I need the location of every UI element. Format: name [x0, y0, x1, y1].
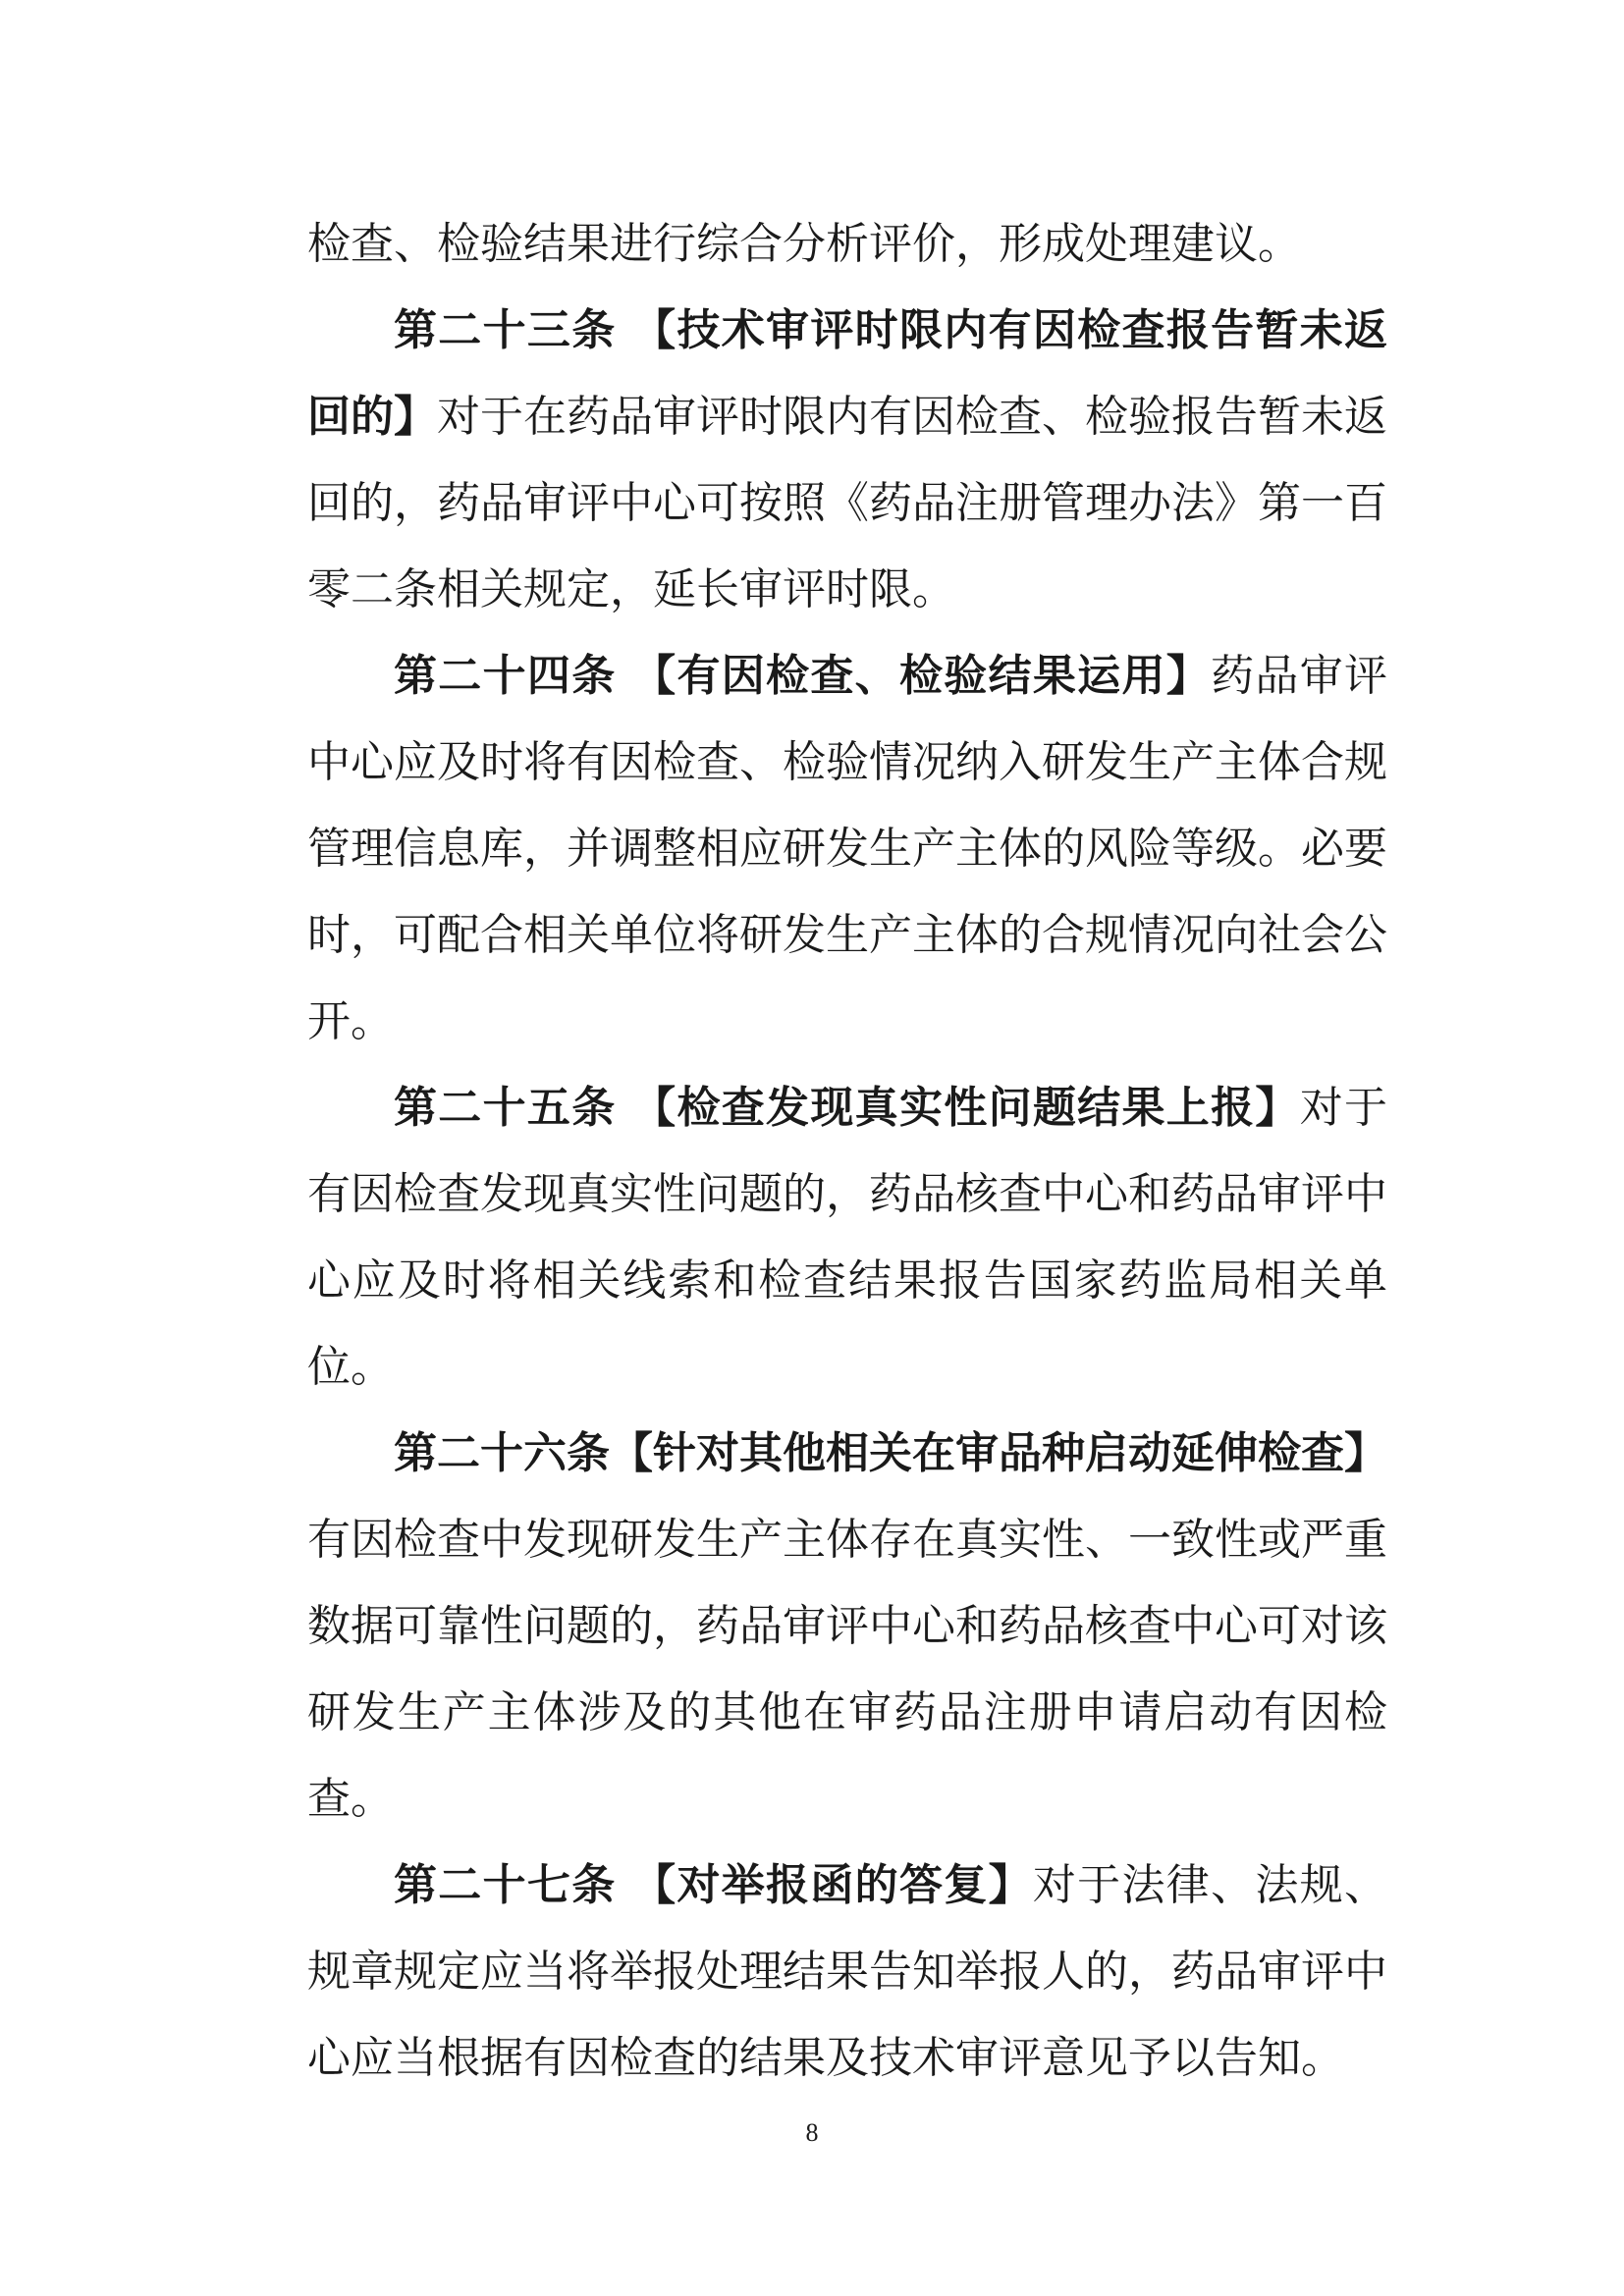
text-line [307, 1065, 1387, 1151]
article-text: 有因检查发现真实性问题的，药品核查中心和药品审评中 [307, 1169, 1387, 1219]
article-heading: 第二十七条 【对举报函的答复】 [394, 1860, 1033, 1910]
text-line [307, 1756, 1387, 1842]
text-line [307, 1238, 1387, 1324]
text-line [307, 374, 1387, 460]
article-heading: 第二十三条 【技术审评时限内有因检查报告暂未返 [394, 305, 1387, 355]
article-text: 数据可靠性问题的，药品审评中心和药品核查中心可对该 [307, 1601, 1387, 1651]
article-text: 对于法律、法规、 [1032, 1860, 1387, 1910]
text-line [307, 288, 1387, 374]
text-line [307, 1670, 1387, 1756]
text-line [307, 892, 1387, 979]
text-line [307, 1497, 1387, 1583]
article-paragraph [307, 633, 1387, 1065]
page-number: 8 [805, 2118, 819, 2147]
article-text: 检查、检验结果进行综合分析评价，形成处理建议。 [307, 219, 1301, 269]
text-line [307, 460, 1387, 547]
text-line [307, 2015, 1387, 2102]
article-text: 时，可配合相关单位将研发生产主体的合规情况向社会公 [307, 910, 1387, 960]
text-line [307, 1324, 1387, 1411]
article-text: 药品审评 [1211, 651, 1388, 701]
article-paragraph [307, 1065, 1387, 1411]
article-text: 回的，药品审评中心可按照《药品注册管理办法》第一百 [307, 478, 1387, 528]
text-line [307, 720, 1387, 806]
article-text: 管理信息库，并调整相应研发生产主体的风险等级。必要 [307, 824, 1387, 874]
article-paragraph [307, 288, 1387, 633]
article-text: 心应当根据有因检查的结果及技术审评意见予以告知。 [307, 2033, 1344, 2083]
article-text: 位。 [307, 1342, 394, 1392]
text-line [307, 1929, 1387, 2015]
article-paragraph [307, 1842, 1387, 2102]
text-line [307, 1411, 1387, 1497]
text-line [307, 1151, 1387, 1238]
article-paragraph [307, 1411, 1387, 1842]
article-paragraph [307, 201, 1387, 288]
article-body [307, 201, 1387, 2102]
text-line [307, 806, 1387, 892]
article-heading: 第二十五条 【检查发现真实性问题结果上报】 [394, 1083, 1300, 1133]
article-text: 开。 [307, 996, 394, 1046]
article-text: 有因检查中发现研发生产主体存在真实性、一致性或严重 [307, 1515, 1387, 1565]
article-heading: 第二十四条 【有因检查、检验结果运用】 [394, 651, 1212, 701]
article-text: 中心应及时将有因检查、检验情况纳入研发生产主体合规 [307, 737, 1387, 787]
article-heading: 第二十六条【针对其他相关在审品种启动延伸检查】 [394, 1428, 1387, 1478]
text-line [307, 633, 1387, 720]
article-text: 研发生产主体涉及的其他在审药品注册申请启动有因检 [307, 1687, 1387, 1737]
article-text: 规章规定应当将举报处理结果告知举报人的，药品审评中 [307, 1947, 1387, 1997]
article-text: 对于在药品审评时限内有因检查、检验报告暂未返 [437, 392, 1387, 442]
article-text: 查。 [307, 1774, 394, 1824]
text-line [307, 979, 1387, 1065]
text-line [307, 201, 1387, 288]
article-heading: 回的】 [307, 392, 437, 442]
article-text: 零二条相关规定，延长审评时限。 [307, 564, 955, 614]
article-text: 对于 [1299, 1083, 1387, 1133]
text-line [307, 1583, 1387, 1670]
article-text: 心应及时将相关线索和检查结果报告国家药监局相关单 [307, 1255, 1387, 1306]
text-line [307, 1842, 1387, 1929]
text-line [307, 547, 1387, 633]
